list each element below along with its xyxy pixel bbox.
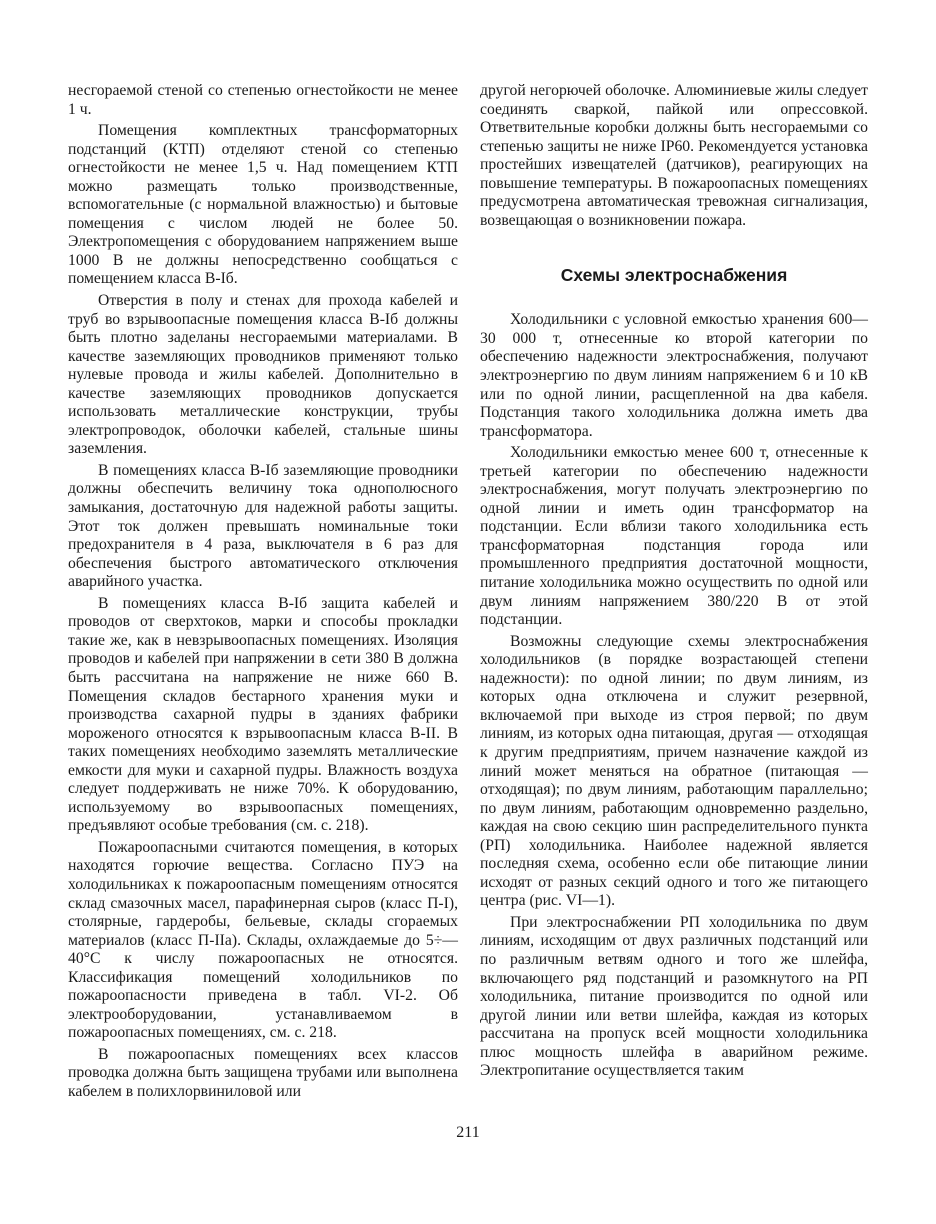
paragraph-wiring-protection: В пожароопасных помещениях всех классов проводка должна быть защищена трубами или выполнена кабелем в полихлорвиниловой или (68, 1045, 458, 1100)
paragraph-grounding-conductors: В помещениях класса В-Iб заземляющие проводники должны обеспечить величину тока однополюсного замыкания, достаточную для надежной работы защиты. Этот ток должен превышать номинальные токи предохранителя в 4 раза, выключателя в 6 раз для обеспечения быстрого автоматического отключения аварийного участка. (68, 461, 458, 591)
paragraph-cable-protection: В помещениях класса В-Iб защита кабелей и проводов от сверхтоков, марки и способы прокладки такие же, как в невзрывоопасных помещениях. Изоляция проводов и кабелей при напряжении в сети 380 В должна быть рассчитана на напряжение не ниже 660 В. Помещения складов бестарного хранения муки и производства сахарной пудры в зданиях фабрики мороженого относятся к взрывоопасным класса В-II. В таких помещениях необходимо заземлять металлические емкости для муки и сахарной пудры. Влажность воздуха следует поддерживать не ниже 70%. К оборудованию, используемому во взрывоопасных помещениях, предъявляют особые требования (см. с. 218). (68, 594, 458, 835)
paragraph-ktp-rooms: Помещения комплектных трансформаторных подстанций (КТП) отделяют стеной со степенью огнестойкости не менее 1,5 ч. Над помещением КТП можно размещать только производственные, вспомогательные (с нормальной влажностью) и бытовые помещения с числом людей не более 50. Электропомещения с оборудованием напряжением выше 1000 В не должны непосредственно сообщаться с помещением класса В-Iб. (68, 122, 458, 288)
paragraph-second-category: Холодильники с условной емкостью хранения 600—30 000 т, отнесенные ко второй категории по обеспечению надежности электроснабжения, получают электроэнергию по двум линиям напряжением 6 и 10 кВ или по одной линии, расщепленной на два кабеля. Подстанция такого холодильника должна иметь два трансформатора. (480, 311, 868, 440)
paragraph-floor-openings: Отверстия в полу и стенах для прохода кабелей и труб во взрывоопасные помещения класса В-Iб должны быть плотно заделаны несгораемыми материалами. В качестве заземляющих проводников применяют только нулевые провода и жилы кабелей. Дополнительно в качестве заземляющих проводников допускается использовать металлические конструкции, трубы электропроводок, оболочки кабелей, стальные шины заземления. (68, 292, 458, 458)
paragraph-third-category: Холодильники емкостью менее 600 т, отнесенные к третьей категории по обеспечению надежности электроснабжения, могут получать электроэнергию по одной линии и иметь один трансформатор на подстанции. Если вблизи такого холодильника есть трансформаторная подстанция города или промышленного предприятия достаточной мощности, питание холодильника можно осуществить по одной или двум линиям напряжением 380/220 В от этой подстанции. (480, 444, 868, 629)
paragraph-rp-supply: При электроснабжении РП холодильника по двум линиям, исходящим от двух различных подстанций или по различным ветвям одного и того же шлейфа, включающего ряд подстанций и разомкнутого на РП холодильника, питание производится по одной или другой линии или ветви шлейфа, каждая из которых рассчитана на пропуск всей мощности холодильника плюс мощность шлейфа в аварийном режиме. Электропитание осуществляется таким (480, 913, 868, 1080)
paragraph-fire-hazard-rooms: Пожароопасными считаются помещения, в которых находятся горючие вещества. Согласно ПУЭ на холодильниках к пожароопасным помещениям относятся склад смазочных масел, парафинерная сыров (класс П-I), столярные, гардеробы, бельевые, склады сгораемых материалов (класс П-IIа). Склады, охлаждаемые до 5÷—40°С к числу пожароопасных не относятся. Классификация помещений холодильников по пожароопасности приведена в табл. VI-2. Об электрооборудовании, устанавливаемом в пожароопасных помещениях, см. с. 218. (68, 838, 458, 1042)
section-heading: Схемы электроснабжения (560, 265, 788, 286)
paragraph-continued: другой негорючей оболочке. Алюминиевые жилы следует соединять сваркой, пайкой или опрессовкой. Ответвительные коробки должны быть несгораемыми со степенью защиты не ниже IP60. Рекомендуется установка простейших извещателей (датчиков), реагирующих на повышение температуры. В пожароопасных помещениях предусмотрена автоматическая тревожная сигнализация, возвещающая о возникновении пожара. (480, 82, 868, 229)
paragraph-supply-schemes: Возможны следующие схемы электроснабжения холодильников (в порядке возрастающей степени надежности): по одной линии; по двум линиям, из которых одна отключена и служит резервной, включаемой при выходе из строя первой; по двум линиям, из которых одна питающая, другая — отходящая к другим предприятиям, причем назначение каждой из линий может меняться на обратное (питающая — отходящая); по двум линиям, работающим параллельно; по двум линиям, работающим одновременно раздельно, каждая на свою секцию шин распределительного пункта (РП) холодильника. Наиболее надежной является последняя схема, особенно если обе питающие линии исходят от разных секций одного и того же питающего центра (рис. VI—1). (480, 632, 868, 910)
paragraph-continued: несгораемой стеной со степенью огнестойкости не менее 1 ч. (68, 82, 458, 118)
page-number: 211 (456, 1124, 480, 1141)
right-column (480, 82, 868, 1081)
left-column (68, 82, 458, 1102)
